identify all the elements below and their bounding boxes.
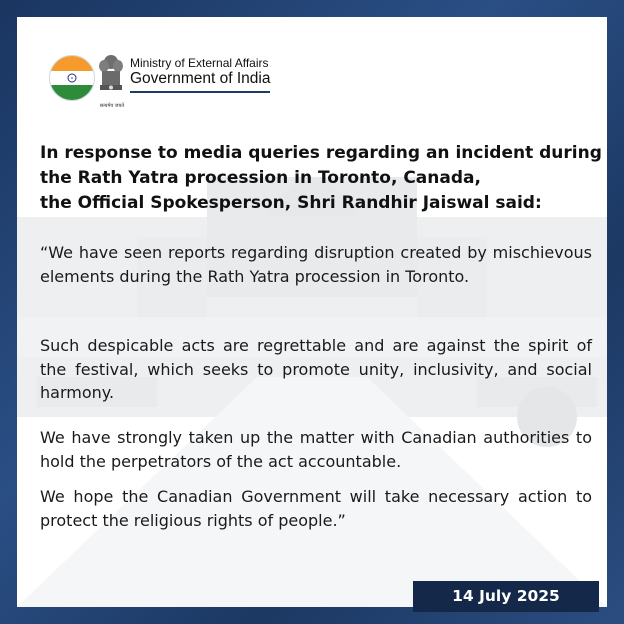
national-emblem-icon <box>97 53 125 103</box>
statement-paragraph: We hope the Canadian Government will take necessary action to protect the religious rights of people.” <box>40 487 592 530</box>
heading-line: the Official Spokesperson, Shri Randhir Jaiswal said: <box>40 193 542 213</box>
india-flag-icon <box>49 55 95 101</box>
emblem-motto: सत्यमेव जयते <box>99 103 125 109</box>
statement-paragraph: Such despicable acts are regrettable and are against the spirit of the festival, which seeks to promote unity, inclusivity, and social harmony. <box>40 336 592 402</box>
flag-saffron-band <box>50 56 94 71</box>
statement-paragraph: “We have seen reports regarding disruption created by mischievous elements during the Rath Yatra procession in Toronto. <box>40 243 592 286</box>
flag-green-band <box>50 85 94 100</box>
statement-paragraph: We have strongly taken up the matter with Canadian authorities to hold the perpetrators of the act accountable. <box>40 428 592 471</box>
ministry-name: Ministry of External Affairs <box>130 56 269 70</box>
heading-line: In response to media queries regarding an incident during <box>40 143 602 163</box>
heading-line: the Rath Yatra procession in Toronto, Canada, <box>40 168 481 188</box>
government-name: Government of India <box>130 70 270 93</box>
date-badge: 14 July 2025 <box>413 581 599 612</box>
statement-heading <box>40 141 602 216</box>
statement-card <box>17 17 607 607</box>
ministry-header <box>47 53 307 113</box>
ashoka-chakra-icon <box>67 73 77 83</box>
